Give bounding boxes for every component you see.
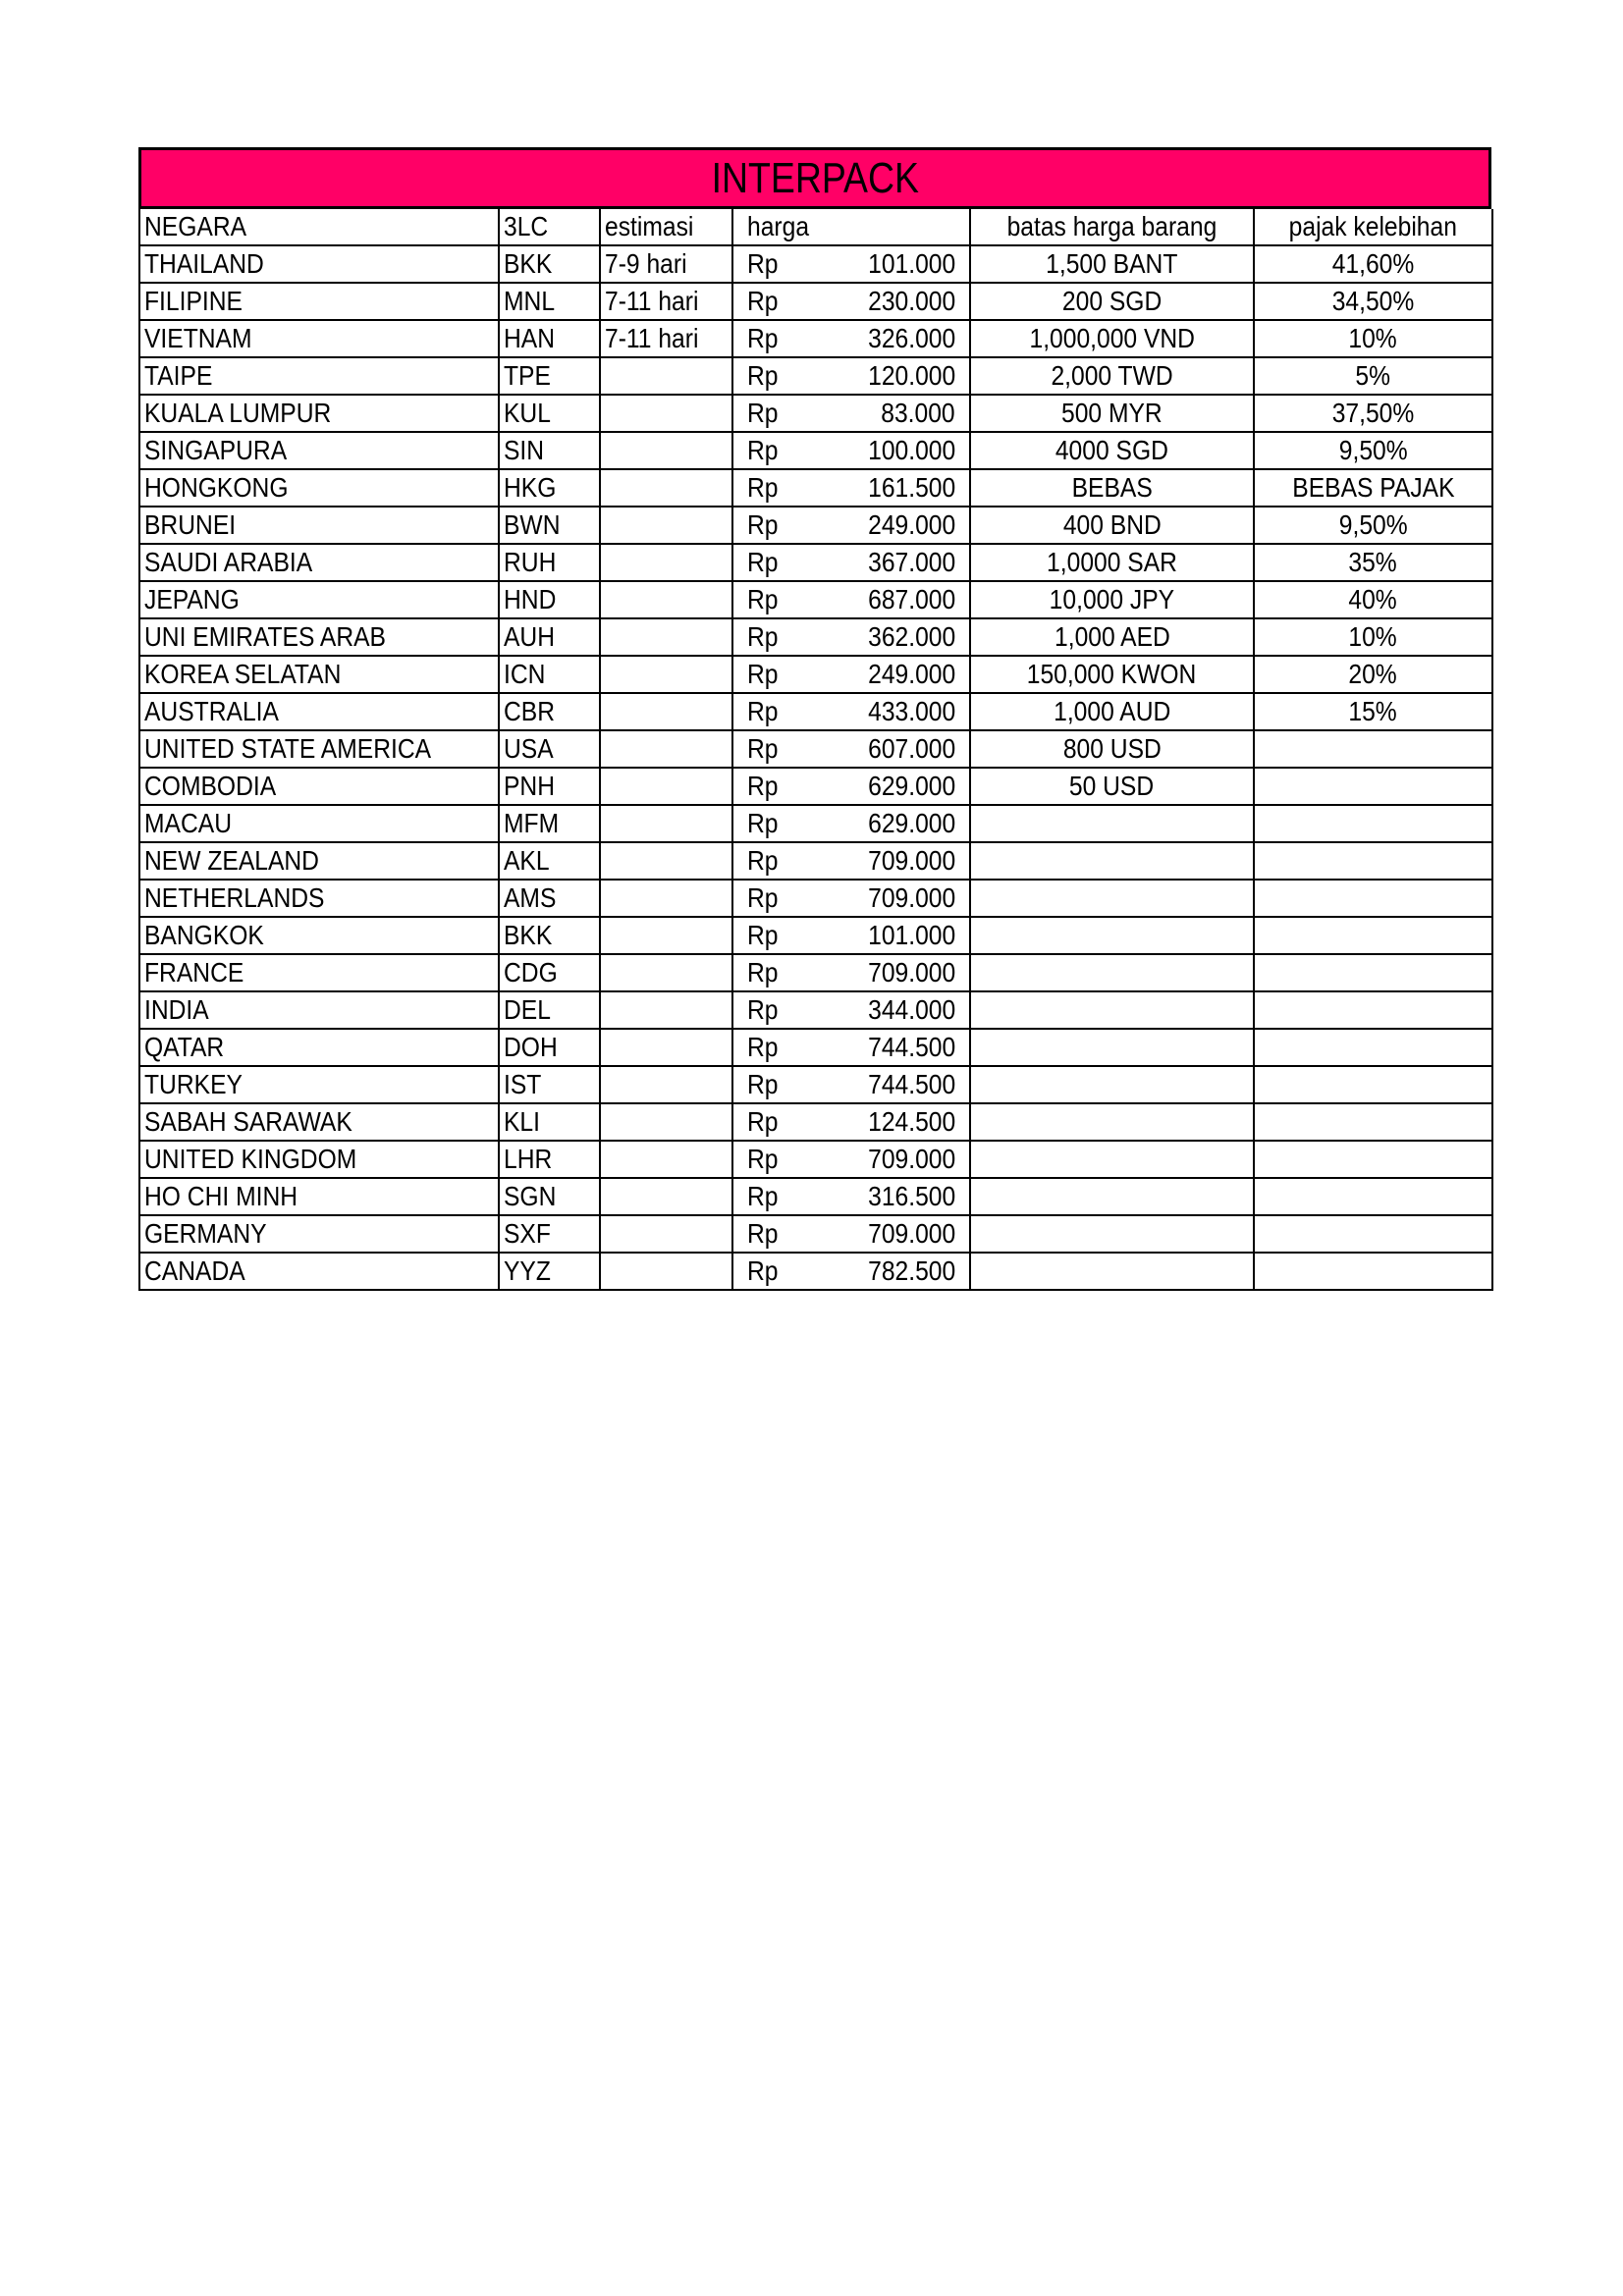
cell-negara: SINGAPURA (139, 432, 499, 469)
cell-harga (732, 730, 970, 768)
cell-batas: 1,500 BANT (970, 245, 1254, 283)
cell-batas: 1,0000 SAR (970, 544, 1254, 581)
cell-negara: FILIPINE (139, 283, 499, 320)
cell-batas: 500 MYR (970, 395, 1254, 432)
table-row (139, 1215, 1492, 1253)
cell-code: SIN (499, 432, 600, 469)
cell-estimasi (600, 581, 732, 618)
currency-label: Rp (747, 435, 779, 465)
cell-code: TPE (499, 357, 600, 395)
cell-code: DEL (499, 991, 600, 1029)
cell-harga (732, 656, 970, 693)
currency-label: Rp (747, 621, 779, 652)
cell-negara: HONGKONG (139, 469, 499, 507)
cell-negara: SAUDI ARABIA (139, 544, 499, 581)
cell-pajak: 34,50% (1254, 283, 1492, 320)
header-negara: NEGARA (139, 209, 499, 245)
cell-batas: 400 BND (970, 507, 1254, 544)
cell-harga (732, 1253, 970, 1290)
cell-code: KLI (499, 1103, 600, 1141)
cell-code: LHR (499, 1141, 600, 1178)
cell-pajak: 37,50% (1254, 395, 1492, 432)
cell-harga (732, 320, 970, 357)
cell-code: HKG (499, 469, 600, 507)
cell-negara: TAIPE (139, 357, 499, 395)
cell-code: RUH (499, 544, 600, 581)
cell-batas (970, 1029, 1254, 1066)
currency-label: Rp (747, 771, 779, 801)
cell-pajak (1254, 805, 1492, 842)
cell-pajak: BEBAS PAJAK (1254, 469, 1492, 507)
currency-label: Rp (747, 1032, 779, 1062)
cell-estimasi (600, 432, 732, 469)
table-row (139, 656, 1492, 693)
cell-batas: 1,000 AUD (970, 693, 1254, 730)
cell-batas: 150,000 KWON (970, 656, 1254, 693)
cell-estimasi (600, 1215, 732, 1253)
price-amount: 709.000 (867, 845, 955, 876)
cell-batas (970, 1141, 1254, 1178)
cell-pajak: 15% (1254, 693, 1492, 730)
price-amount: 687.000 (867, 584, 955, 614)
currency-label: Rp (747, 659, 779, 689)
cell-batas: 800 USD (970, 730, 1254, 768)
cell-estimasi (600, 544, 732, 581)
cell-code: USA (499, 730, 600, 768)
currency-label: Rp (747, 1181, 779, 1211)
currency-label: Rp (747, 920, 779, 950)
cell-harga (732, 1215, 970, 1253)
cell-batas (970, 917, 1254, 954)
title-banner (138, 147, 1491, 209)
currency-label: Rp (747, 1255, 779, 1286)
cell-code: SGN (499, 1178, 600, 1215)
cell-pajak: 35% (1254, 544, 1492, 581)
header-batas: batas harga barang (970, 209, 1254, 245)
cell-batas: 200 SGD (970, 283, 1254, 320)
price-amount: 83.000 (881, 398, 955, 428)
table-row (139, 768, 1492, 805)
cell-harga (732, 805, 970, 842)
cell-negara: THAILAND (139, 245, 499, 283)
cell-negara: FRANCE (139, 954, 499, 991)
cell-code: PNH (499, 768, 600, 805)
price-amount: 100.000 (867, 435, 955, 465)
cell-estimasi (600, 357, 732, 395)
price-amount: 326.000 (867, 323, 955, 353)
cell-harga (732, 1066, 970, 1103)
cell-code: DOH (499, 1029, 600, 1066)
currency-label: Rp (747, 547, 779, 577)
cell-batas: 10,000 JPY (970, 581, 1254, 618)
cell-estimasi (600, 1141, 732, 1178)
cell-code: ICN (499, 656, 600, 693)
table-row (139, 432, 1492, 469)
price-amount: 362.000 (867, 621, 955, 652)
cell-harga (732, 954, 970, 991)
cell-harga (732, 618, 970, 656)
currency-label: Rp (747, 398, 779, 428)
cell-harga (732, 469, 970, 507)
cell-harga (732, 581, 970, 618)
cell-pajak: 40% (1254, 581, 1492, 618)
cell-pajak (1254, 1103, 1492, 1141)
cell-pajak: 10% (1254, 320, 1492, 357)
currency-label: Rp (747, 1106, 779, 1137)
cell-code: HAN (499, 320, 600, 357)
table-row (139, 283, 1492, 320)
cell-harga (732, 991, 970, 1029)
currency-label: Rp (747, 584, 779, 614)
cell-negara: BANGKOK (139, 917, 499, 954)
table-row (139, 1103, 1492, 1141)
currency-label: Rp (747, 1069, 779, 1099)
cell-negara: BRUNEI (139, 507, 499, 544)
table-row (139, 469, 1492, 507)
cell-harga (732, 395, 970, 432)
cell-pajak: 10% (1254, 618, 1492, 656)
cell-harga (732, 1029, 970, 1066)
table-row (139, 581, 1492, 618)
price-amount: 709.000 (867, 957, 955, 988)
table-row (139, 693, 1492, 730)
cell-code: KUL (499, 395, 600, 432)
cell-code: HND (499, 581, 600, 618)
currency-label: Rp (747, 509, 779, 540)
table-row (139, 618, 1492, 656)
cell-harga (732, 544, 970, 581)
cell-batas: BEBAS (970, 469, 1254, 507)
cell-estimasi (600, 693, 732, 730)
cell-batas: 4000 SGD (970, 432, 1254, 469)
cell-batas (970, 954, 1254, 991)
cell-code: BKK (499, 917, 600, 954)
table-row (139, 1253, 1492, 1290)
table-row (139, 245, 1492, 283)
table-row (139, 1066, 1492, 1103)
table-row (139, 1141, 1492, 1178)
table-row (139, 395, 1492, 432)
cell-estimasi (600, 1029, 732, 1066)
cell-estimasi: 7-11 hari (600, 283, 732, 320)
cell-negara: JEPANG (139, 581, 499, 618)
cell-pajak (1254, 991, 1492, 1029)
price-amount: 367.000 (867, 547, 955, 577)
cell-harga (732, 283, 970, 320)
cell-code: SXF (499, 1215, 600, 1253)
table-row (139, 880, 1492, 917)
price-amount: 629.000 (867, 808, 955, 838)
table-row (139, 730, 1492, 768)
table-row (139, 991, 1492, 1029)
cell-estimasi (600, 768, 732, 805)
cell-pajak (1254, 917, 1492, 954)
table-row (139, 954, 1492, 991)
cell-pajak (1254, 842, 1492, 880)
cell-negara: UNITED STATE AMERICA (139, 730, 499, 768)
header-row (139, 209, 1492, 245)
cell-pajak (1254, 1029, 1492, 1066)
cell-batas: 2,000 TWD (970, 357, 1254, 395)
cell-code: BWN (499, 507, 600, 544)
price-amount: 744.500 (867, 1069, 955, 1099)
header-estimasi: estimasi (600, 209, 732, 245)
cell-negara: COMBODIA (139, 768, 499, 805)
currency-label: Rp (747, 472, 779, 503)
cell-negara: UNITED KINGDOM (139, 1141, 499, 1178)
cell-pajak: 41,60% (1254, 245, 1492, 283)
currency-label: Rp (747, 957, 779, 988)
currency-label: Rp (747, 1218, 779, 1249)
cell-pajak: 20% (1254, 656, 1492, 693)
cell-code: MFM (499, 805, 600, 842)
price-amount: 607.000 (867, 733, 955, 764)
cell-harga (732, 432, 970, 469)
cell-batas (970, 1178, 1254, 1215)
cell-estimasi (600, 1066, 732, 1103)
cell-estimasi: 7-9 hari (600, 245, 732, 283)
cell-pajak (1254, 1253, 1492, 1290)
cell-harga (732, 245, 970, 283)
cell-estimasi (600, 1178, 732, 1215)
cell-negara: KOREA SELATAN (139, 656, 499, 693)
cell-negara: AUSTRALIA (139, 693, 499, 730)
table-row (139, 357, 1492, 395)
cell-estimasi (600, 1253, 732, 1290)
price-amount: 161.500 (867, 472, 955, 503)
cell-batas: 1,000,000 VND (970, 320, 1254, 357)
cell-pajak: 9,50% (1254, 432, 1492, 469)
cell-batas (970, 805, 1254, 842)
header-harga: harga (732, 209, 970, 245)
cell-negara: GERMANY (139, 1215, 499, 1253)
cell-code: IST (499, 1066, 600, 1103)
cell-negara: HO CHI MINH (139, 1178, 499, 1215)
currency-label: Rp (747, 845, 779, 876)
cell-harga (732, 507, 970, 544)
currency-label: Rp (747, 1144, 779, 1174)
cell-negara: SABAH SARAWAK (139, 1103, 499, 1141)
cell-negara: KUALA LUMPUR (139, 395, 499, 432)
cell-code: AUH (499, 618, 600, 656)
cell-estimasi: 7-11 hari (600, 320, 732, 357)
cell-harga (732, 693, 970, 730)
price-amount: 629.000 (867, 771, 955, 801)
price-amount: 101.000 (867, 248, 955, 279)
price-amount: 230.000 (867, 286, 955, 316)
cell-pajak (1254, 768, 1492, 805)
cell-pajak (1254, 880, 1492, 917)
cell-pajak (1254, 1141, 1492, 1178)
cell-code: CBR (499, 693, 600, 730)
cell-batas (970, 1066, 1254, 1103)
table-row (139, 917, 1492, 954)
table-row (139, 805, 1492, 842)
cell-negara: NEW ZEALAND (139, 842, 499, 880)
cell-code: CDG (499, 954, 600, 991)
table-row (139, 1029, 1492, 1066)
cell-pajak (1254, 1066, 1492, 1103)
price-amount: 709.000 (867, 1218, 955, 1249)
cell-batas (970, 1215, 1254, 1253)
table-row (139, 1178, 1492, 1215)
page-title: INTERPACK (711, 153, 919, 202)
price-amount: 124.500 (867, 1106, 955, 1137)
cell-harga (732, 1141, 970, 1178)
cell-negara: UNI EMIRATES ARAB (139, 618, 499, 656)
price-amount: 249.000 (867, 509, 955, 540)
cell-estimasi (600, 805, 732, 842)
cell-code: AMS (499, 880, 600, 917)
currency-label: Rp (747, 286, 779, 316)
cell-pajak (1254, 954, 1492, 991)
header-pajak: pajak kelebihan (1254, 209, 1492, 245)
cell-pajak (1254, 1178, 1492, 1215)
table-row (139, 507, 1492, 544)
currency-label: Rp (747, 994, 779, 1025)
table-row (139, 842, 1492, 880)
price-amount: 249.000 (867, 659, 955, 689)
price-amount: 433.000 (867, 696, 955, 726)
cell-negara: CANADA (139, 1253, 499, 1290)
cell-estimasi (600, 917, 732, 954)
cell-harga (732, 768, 970, 805)
cell-estimasi (600, 880, 732, 917)
currency-label: Rp (747, 323, 779, 353)
table-row (139, 544, 1492, 581)
price-amount: 101.000 (867, 920, 955, 950)
cell-pajak: 9,50% (1254, 507, 1492, 544)
cell-code: BKK (499, 245, 600, 283)
currency-label: Rp (747, 360, 779, 391)
cell-harga (732, 1178, 970, 1215)
price-amount: 782.500 (867, 1255, 955, 1286)
cell-negara: INDIA (139, 991, 499, 1029)
cell-pajak (1254, 1215, 1492, 1253)
price-amount: 344.000 (867, 994, 955, 1025)
cell-harga (732, 357, 970, 395)
currency-label: Rp (747, 733, 779, 764)
cell-estimasi (600, 507, 732, 544)
price-amount: 316.500 (867, 1181, 955, 1211)
price-amount: 120.000 (867, 360, 955, 391)
cell-harga (732, 842, 970, 880)
spreadsheet (138, 147, 1491, 1291)
cell-pajak (1254, 730, 1492, 768)
cell-harga (732, 1103, 970, 1141)
cell-batas (970, 991, 1254, 1029)
cell-code: MNL (499, 283, 600, 320)
cell-batas (970, 1253, 1254, 1290)
cell-negara: MACAU (139, 805, 499, 842)
currency-label: Rp (747, 882, 779, 913)
cell-negara: TURKEY (139, 1066, 499, 1103)
cell-estimasi (600, 954, 732, 991)
table-body (139, 209, 1492, 1290)
price-amount: 709.000 (867, 1144, 955, 1174)
cell-estimasi (600, 991, 732, 1029)
table-row (139, 320, 1492, 357)
currency-label: Rp (747, 696, 779, 726)
cell-harga (732, 917, 970, 954)
currency-label: Rp (747, 248, 779, 279)
cell-pajak: 5% (1254, 357, 1492, 395)
price-amount: 744.500 (867, 1032, 955, 1062)
cell-negara: QATAR (139, 1029, 499, 1066)
cell-estimasi (600, 842, 732, 880)
cell-code: AKL (499, 842, 600, 880)
cell-code: YYZ (499, 1253, 600, 1290)
cell-batas (970, 1103, 1254, 1141)
cell-estimasi (600, 656, 732, 693)
cell-batas: 1,000 AED (970, 618, 1254, 656)
cell-estimasi (600, 730, 732, 768)
cell-batas (970, 880, 1254, 917)
cell-harga (732, 880, 970, 917)
currency-label: Rp (747, 808, 779, 838)
cell-batas: 50 USD (970, 768, 1254, 805)
cell-estimasi (600, 395, 732, 432)
price-amount: 709.000 (867, 882, 955, 913)
cell-estimasi (600, 469, 732, 507)
cell-estimasi (600, 618, 732, 656)
cell-negara: VIETNAM (139, 320, 499, 357)
header-code: 3LC (499, 209, 600, 245)
cell-estimasi (600, 1103, 732, 1141)
shipping-rate-table (138, 209, 1493, 1291)
cell-batas (970, 842, 1254, 880)
cell-negara: NETHERLANDS (139, 880, 499, 917)
